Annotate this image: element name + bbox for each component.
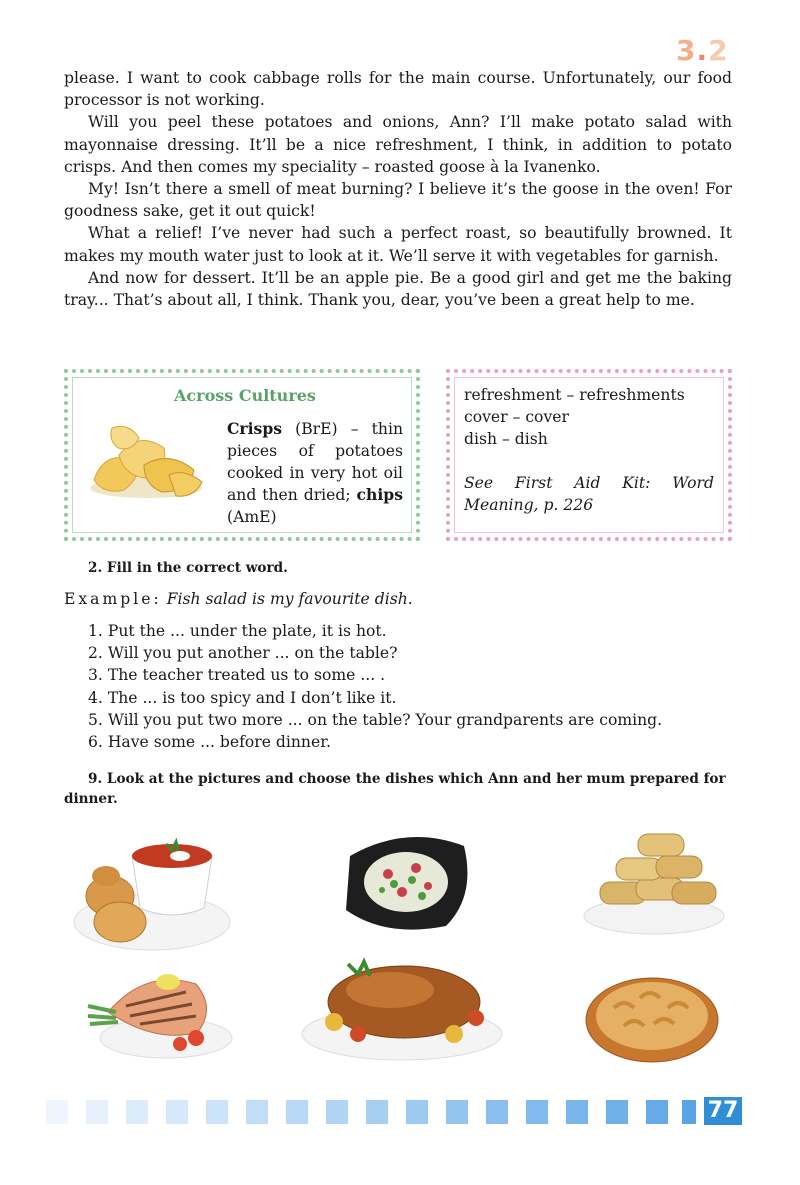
section-number: 3.2 [676, 34, 729, 67]
dialogue-text [64, 67, 732, 311]
potato-crisps-image [84, 420, 208, 504]
list-item: 6. Have some ... before dinner. [88, 733, 331, 752]
paragraph: What a relief! I’ve never had such a perfect roast, so beautifully browned. It makes my mouth water just to look at it. We’ll serve it with vegetables for garnish. [64, 224, 732, 265]
paragraph: please. I want to cook cabbage rolls for the main course. Unfortunately, our food processor is not working. [64, 69, 732, 110]
paragraph: And now for dessert. It’ll be an apple pie. Be a good girl and get me the baking tray... That’s about all, I think. Thank you, dear, you’ve been a great help to me. [64, 268, 732, 310]
task-2-title: 2. Fill in the correct word. [88, 560, 288, 576]
word-pair: refreshment – refreshments [464, 386, 685, 404]
list-item: 4. The ... is too spicy and I don’t like it. [88, 688, 397, 707]
list-item: 2. Will you put another ... on the table? [88, 644, 398, 663]
footer-decoration-bar [46, 1100, 696, 1124]
word-pair: cover – cover [464, 408, 569, 426]
word-reference: See First Aid Kit: Word Meaning, p. 226 [464, 474, 714, 514]
list-item: 1. Put the ... under the plate, it is hot. [88, 622, 387, 640]
example-line: Example: Fish salad is my favourite dish. [64, 590, 413, 608]
paragraph: My! Isn’t there a smell of meat burning? I believe it’s the goose in the oven! For goodness sake, get it out quick! [64, 180, 732, 221]
roasted-goose-image [298, 946, 504, 1062]
exercise-list [88, 620, 662, 753]
paragraph: Will you peel these potatoes and onions, Ann? I’ll make potato salad with mayonnaise dressing. It’ll be a nice refreshment, I think, in addition to potato crisps. And then comes my speciality – roasted goose à la Ivanenko. [64, 113, 732, 176]
across-cultures-text: Crisps (BrE) – thin pieces of potatoes cooked in very hot oil and then dried; chips (AmE) [227, 419, 403, 526]
task-9-title: 9. Look at the pictures and choose the dishes which Ann and her mum prepared for dinner. [64, 771, 726, 807]
potato-salad-image [336, 826, 474, 936]
across-cultures-title: Across Cultures [174, 386, 316, 405]
word-meaning-text [464, 384, 714, 516]
list-item: 3. The teacher treated us to some ... . [88, 666, 386, 685]
borscht-with-pampushky-image [68, 826, 234, 954]
apple-pie-image [584, 968, 720, 1064]
cabbage-rolls-image [580, 826, 728, 938]
page-number: 77 [704, 1097, 742, 1125]
grilled-fish-image [86, 962, 234, 1062]
word-pair: dish – dish [464, 430, 548, 448]
list-item: 5. Will you put two more ... on the table? Your grandparents are coming. [88, 710, 663, 729]
